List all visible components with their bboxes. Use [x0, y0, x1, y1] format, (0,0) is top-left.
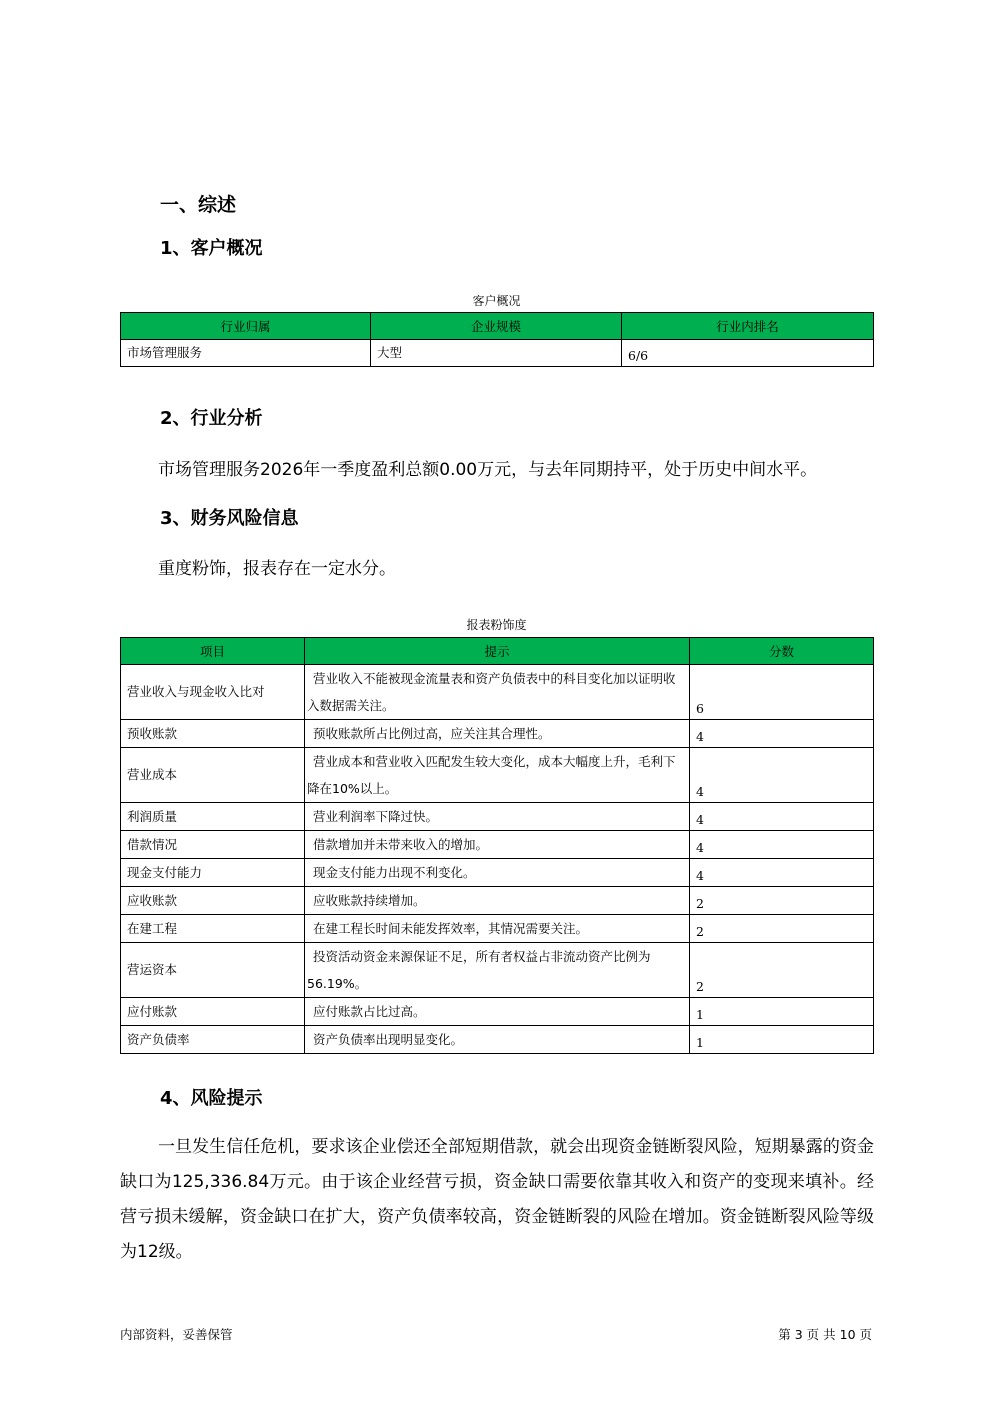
row-hint: 投资活动资金来源保证不足，所有者权益占非流动资产比例为56.19%。	[305, 943, 690, 998]
row-item: 现金支付能力	[121, 859, 305, 887]
header-item: 项目	[121, 638, 305, 665]
row-hint: 营业收入不能被现金流量表和资产负债表中的科目变化加以证明收入数据需关注。	[305, 665, 690, 720]
header-rank: 行业内排名	[622, 313, 874, 340]
risk-warning-text: 一旦发生信任危机，要求该企业偿还全部短期借款，就会出现资金链断裂风险，短期暴露的资金缺口为125,336.84万元。由于该企业经营亏损，资金缺口需要依靠其收入和资产的变现来填补。经营亏损未缓解，资金缺口在扩大，资产负债率较高，资金链断裂的风险在增加。资金链断裂风险等级为12级。	[120, 1137, 874, 1262]
row-score: 1	[690, 998, 874, 1026]
row-item: 应收账款	[121, 887, 305, 915]
row-score: 2	[690, 887, 874, 915]
row-item: 营运资本	[121, 943, 305, 998]
row-hint: 营业成本和营业收入匹配发生较大变化，成本大幅度上升，毛利下降在10%以上。	[305, 748, 690, 803]
row-score: 4	[690, 859, 874, 887]
window-dressing-table	[120, 637, 874, 1054]
row-item: 营业成本	[121, 748, 305, 803]
cell-rank: 6/6	[622, 340, 874, 367]
header-score: 分数	[690, 638, 874, 665]
header-scale: 企业规模	[371, 313, 622, 340]
row-score: 6	[690, 665, 874, 720]
row-item: 营业收入与现金收入比对	[121, 665, 305, 720]
header-hint: 提示	[305, 638, 690, 665]
row-item: 借款情况	[121, 831, 305, 859]
row-score: 2	[690, 915, 874, 943]
table-row	[121, 1026, 874, 1054]
row-score: 2	[690, 943, 874, 998]
window-dressing-table-caption: 报表粉饰度	[466, 618, 527, 632]
industry-analysis-text: 市场管理服务2026年一季度盈利总额0.00万元，与去年同期持平，处于历史中间水平。	[158, 460, 818, 480]
row-score: 4	[690, 831, 874, 859]
cell-scale: 大型	[371, 340, 622, 367]
row-item: 利润质量	[121, 803, 305, 831]
row-item: 应付账款	[121, 998, 305, 1026]
row-hint: 应收账款持续增加。	[305, 887, 690, 915]
heading-financial-risk: 3、财务风险信息	[160, 508, 299, 529]
table-row	[121, 720, 874, 748]
row-score: 4	[690, 720, 874, 748]
row-hint: 预收账款所占比例过高，应关注其合理性。	[305, 720, 690, 748]
heading-risk-warning: 4、风险提示	[160, 1088, 263, 1109]
header-industry: 行业归属	[121, 313, 371, 340]
table-row	[121, 803, 874, 831]
row-hint: 应付账款占比过高。	[305, 998, 690, 1026]
customer-table-caption: 客户概况	[472, 294, 521, 308]
financial-risk-text: 重度粉饰，报表存在一定水分。	[158, 559, 396, 579]
customer-table-row	[121, 340, 874, 367]
table-row	[121, 748, 874, 803]
row-item: 在建工程	[121, 915, 305, 943]
row-hint: 借款增加并未带来收入的增加。	[305, 831, 690, 859]
footer-page-number: 第 3 页 共 10 页	[778, 1327, 872, 1342]
section-title: 一、综述	[160, 194, 237, 216]
row-hint: 营业利润率下降过快。	[305, 803, 690, 831]
row-score: 1	[690, 1026, 874, 1054]
table-row	[121, 998, 874, 1026]
row-item: 预收账款	[121, 720, 305, 748]
cell-industry: 市场管理服务	[121, 340, 371, 367]
table-row	[121, 915, 874, 943]
customer-overview-table	[120, 312, 874, 367]
table-row	[121, 859, 874, 887]
customer-table-header	[121, 313, 874, 340]
row-hint: 现金支付能力出现不利变化。	[305, 859, 690, 887]
row-score: 4	[690, 803, 874, 831]
table-row	[121, 665, 874, 720]
table-row	[121, 831, 874, 859]
row-hint: 在建工程长时间未能发挥效率，其情况需要关注。	[305, 915, 690, 943]
table-row	[121, 943, 874, 998]
table-row	[121, 887, 874, 915]
row-item: 资产负债率	[121, 1026, 305, 1054]
heading-industry-analysis: 2、行业分析	[160, 408, 263, 429]
footer-confidential: 内部资料，妥善保管	[120, 1327, 233, 1342]
window-dressing-table-header	[121, 638, 874, 665]
row-hint: 资产负债率出现明显变化。	[305, 1026, 690, 1054]
heading-customer-overview: 1、客户概况	[160, 238, 263, 259]
row-score: 4	[690, 748, 874, 803]
